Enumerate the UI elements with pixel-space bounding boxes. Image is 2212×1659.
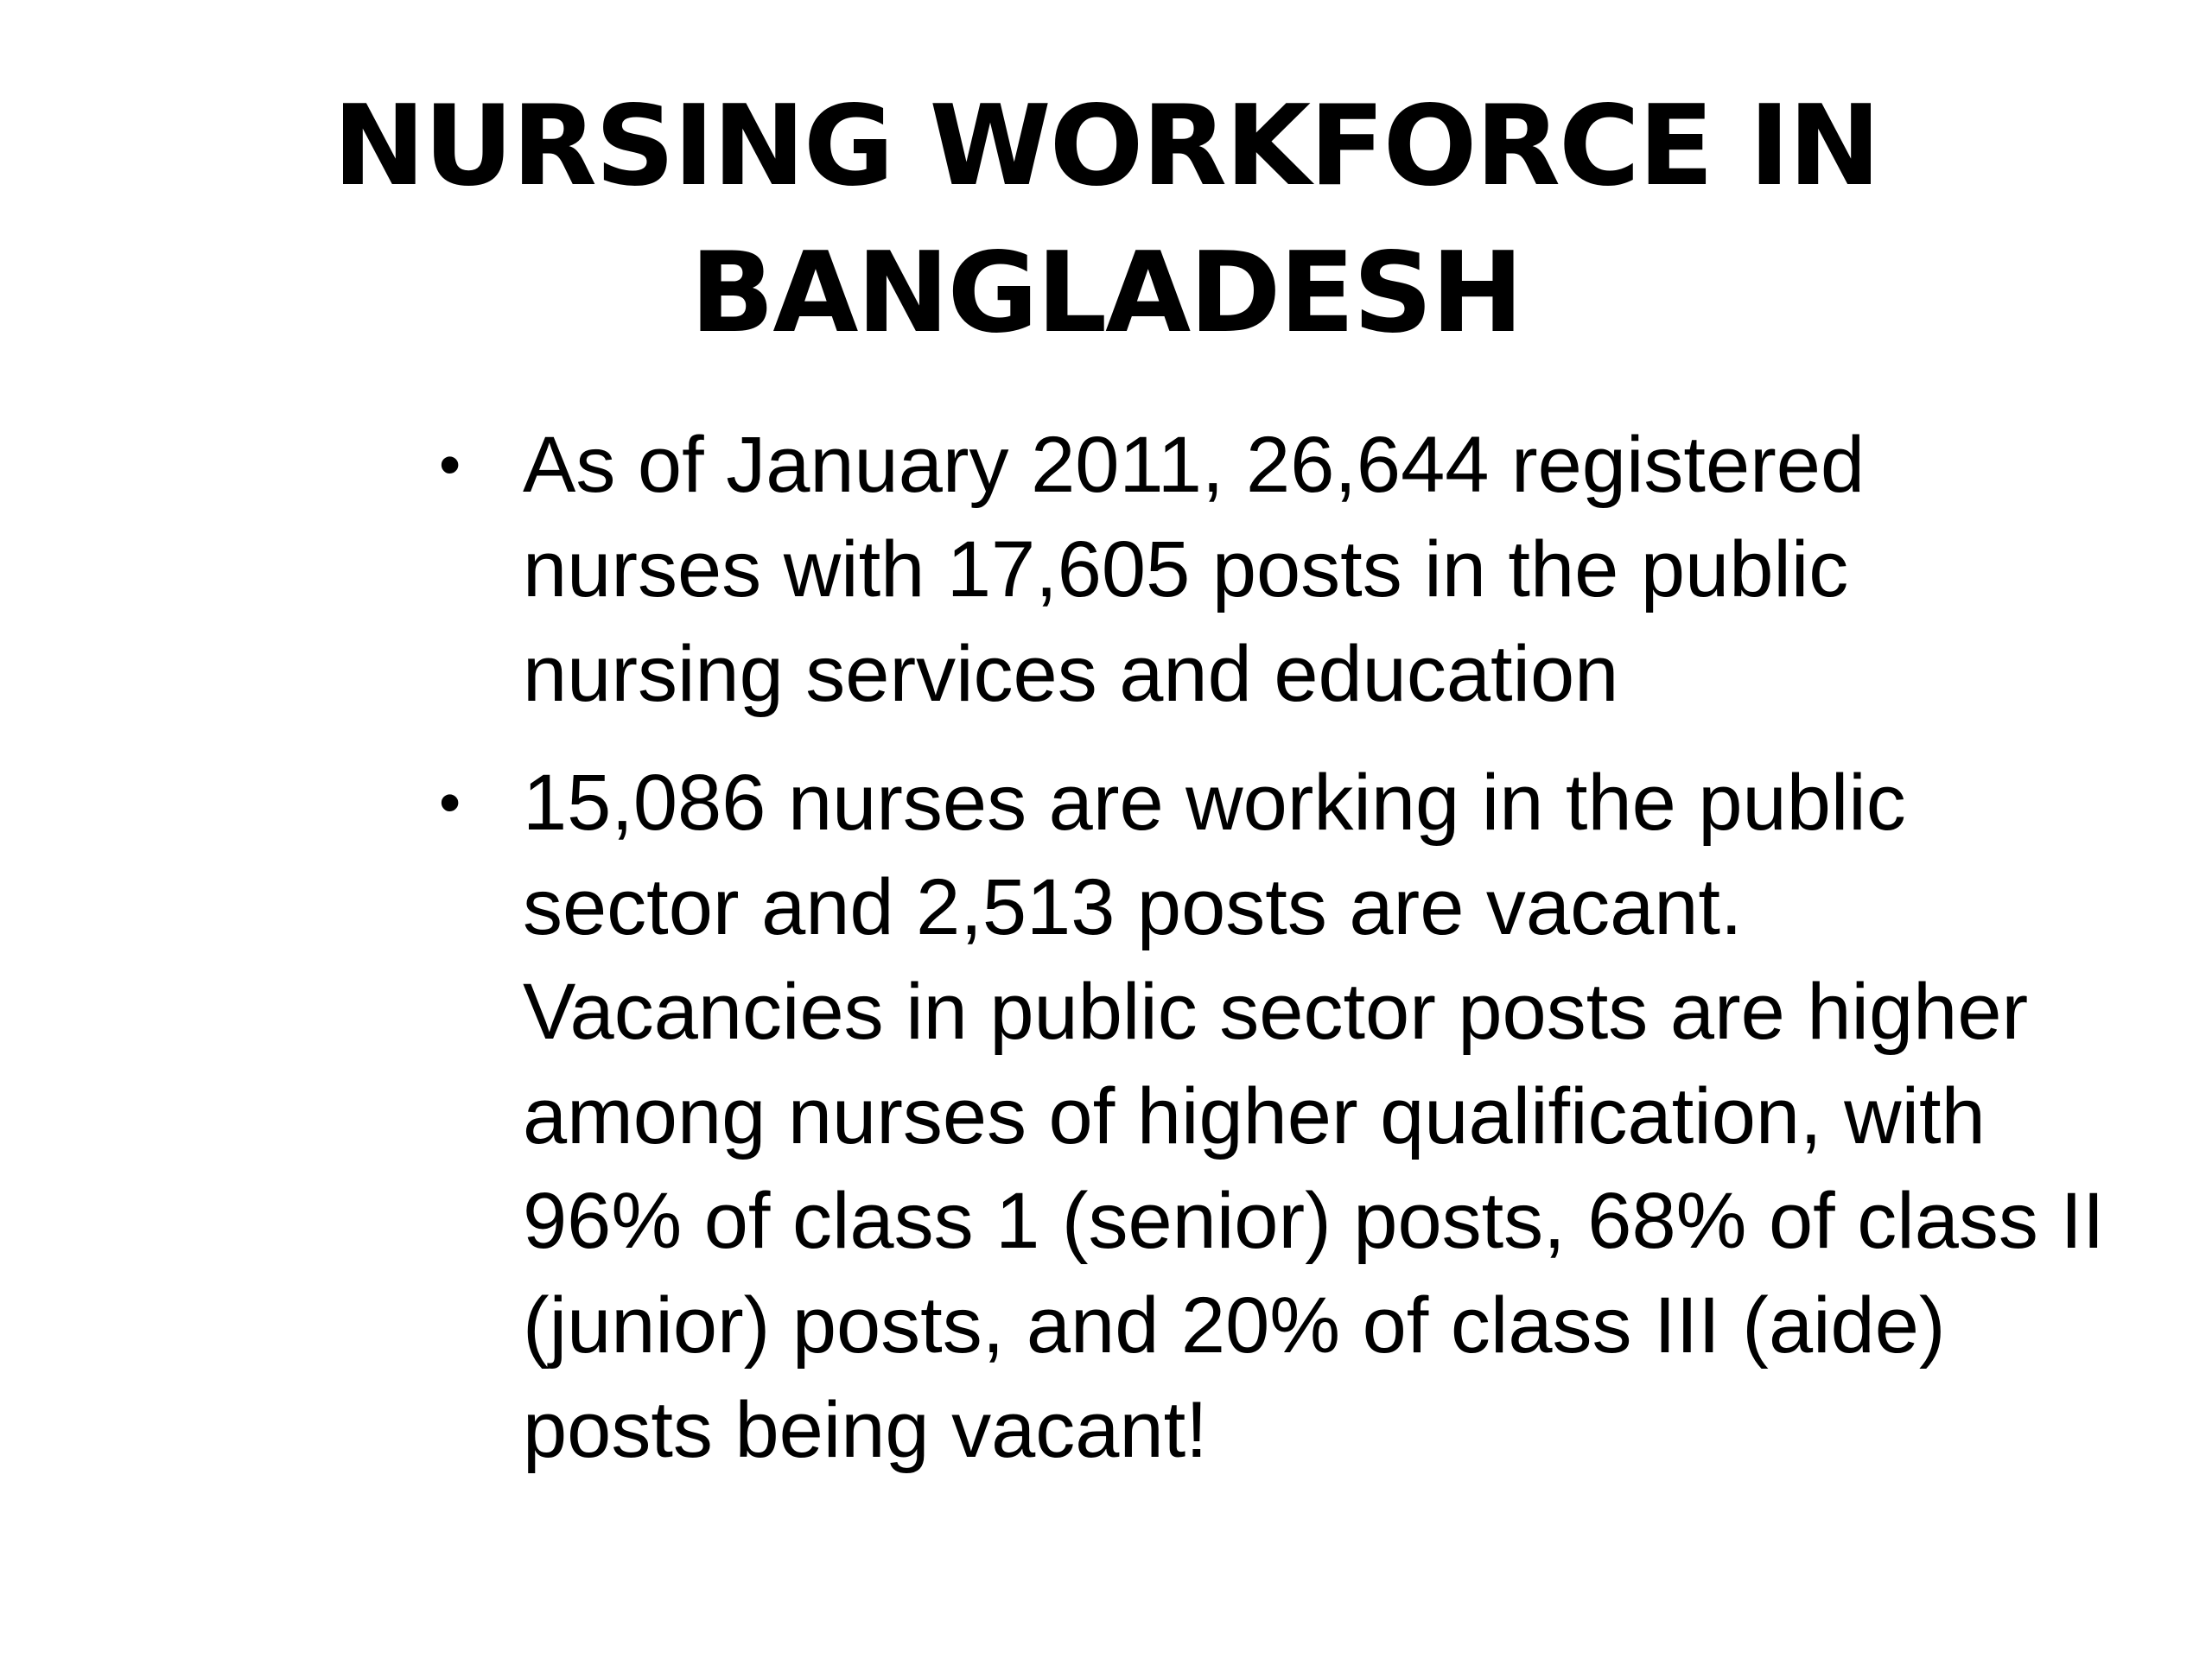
bullet-item-registered-nurses bbox=[432, 413, 2108, 727]
bullet-item-vacancies bbox=[432, 751, 2108, 1483]
bullet-text: 15,086 nurses are working in the public sector and 2,513 posts are vacant. Vacancies in public sector posts are higher among nurses of higher qualification, with 96% of class 1 (senior) posts, 68% of class II (junior) posts, and 20% of class III (aide) posts being vacant! bbox=[523, 759, 2105, 1474]
title-line-2: BANGLADESH bbox=[690, 229, 1522, 358]
slide-title bbox=[285, 73, 1927, 367]
bullet-list bbox=[432, 413, 2108, 1507]
bullet-marker: • bbox=[439, 768, 461, 837]
title-line-1: NURSING WORKFORCE IN bbox=[333, 82, 1879, 211]
bullet-text: As of January 2011, 26,644 registered nurses with 17,605 posts in the public nursing services and education bbox=[523, 421, 1866, 718]
bullet-marker: • bbox=[439, 430, 461, 499]
